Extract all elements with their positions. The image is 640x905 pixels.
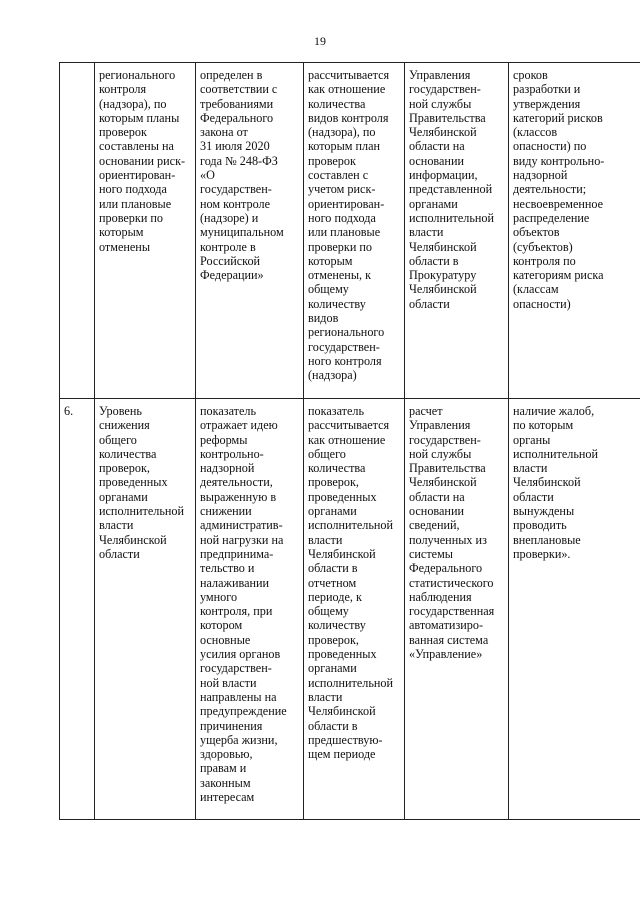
page-number: 19 [314,34,326,48]
risk-factors-cell: сроков разработки и утверждения категорий рисков (классов опасности) по виду контрольно- надзорной деятельности; несвоевременное распределение объектов (субъектов) контроля по категориям риска (классам опасности) [509,63,640,399]
row-number-cell: 6. [60,399,95,820]
indicator-name-cell: Уровень снижения общего количества проверок, проведенных органами исполнительной власти Челябинской области [95,399,196,820]
calculation-method-cell: показатель рассчитывается как отношение общего количества проверок, проведенных органами исполнительной власти Челябинской области в отчетном периоде, к общему количеству проверок, проведенных органами исполнительной власти Челябинской области в предшествую- щем периоде [304,399,405,820]
data-source-cell: расчет Управления государствен- ной службы Правительства Челябинской области на основании сведений, полученных из системы Федерального статистического наблюдения государственная автоматизиро- ванная система «Управление» [405,399,509,820]
table-row [60,399,640,820]
risk-factors-cell: наличие жалоб, по которым органы исполнительной власти Челябинской области вынуждены проводить внеплановые проверки». [509,399,640,820]
row-number-cell [60,63,95,399]
data-source-cell: Управления государствен- ной службы Правительства Челябинской области на основании информации, представленной органами исполнительной власти Челябинской области в Прокуратуру Челябинской области [405,63,509,399]
table-row [60,63,640,399]
indicator-description-cell: определен в соответствии с требованиями Федерального закона от 31 июля 2020 года № 248-ФЗ «О государствен- ном контроле (надзоре) и муниципальном контроле в Российской Федерации» [196,63,304,399]
indicator-table [59,62,640,820]
calculation-method-cell: рассчитывается как отношение количества видов контроля (надзора), по которым план проверок составлен с учетом риск- ориентирован- ного подхода или плановые проверки по которым отменены, к общему количеству видов регионального государствен- ного контроля (надзора) [304,63,405,399]
indicator-description-cell: показатель отражает идею реформы контрольно- надзорной деятельности, выраженную в снижении административ- ной нагрузки на предпринима- тельство и налаживании умного контроля, при котором основные усилия органов государствен- ной власти направлены на предупреждение причинения ущерба жизни, здоровью, правам и законным интересам [196,399,304,820]
indicator-name-cell: регионального контроля (надзора), по которым планы проверок составлены на основании риск- ориентирован- ного подхода или плановые проверки по которым отменены [95,63,196,399]
